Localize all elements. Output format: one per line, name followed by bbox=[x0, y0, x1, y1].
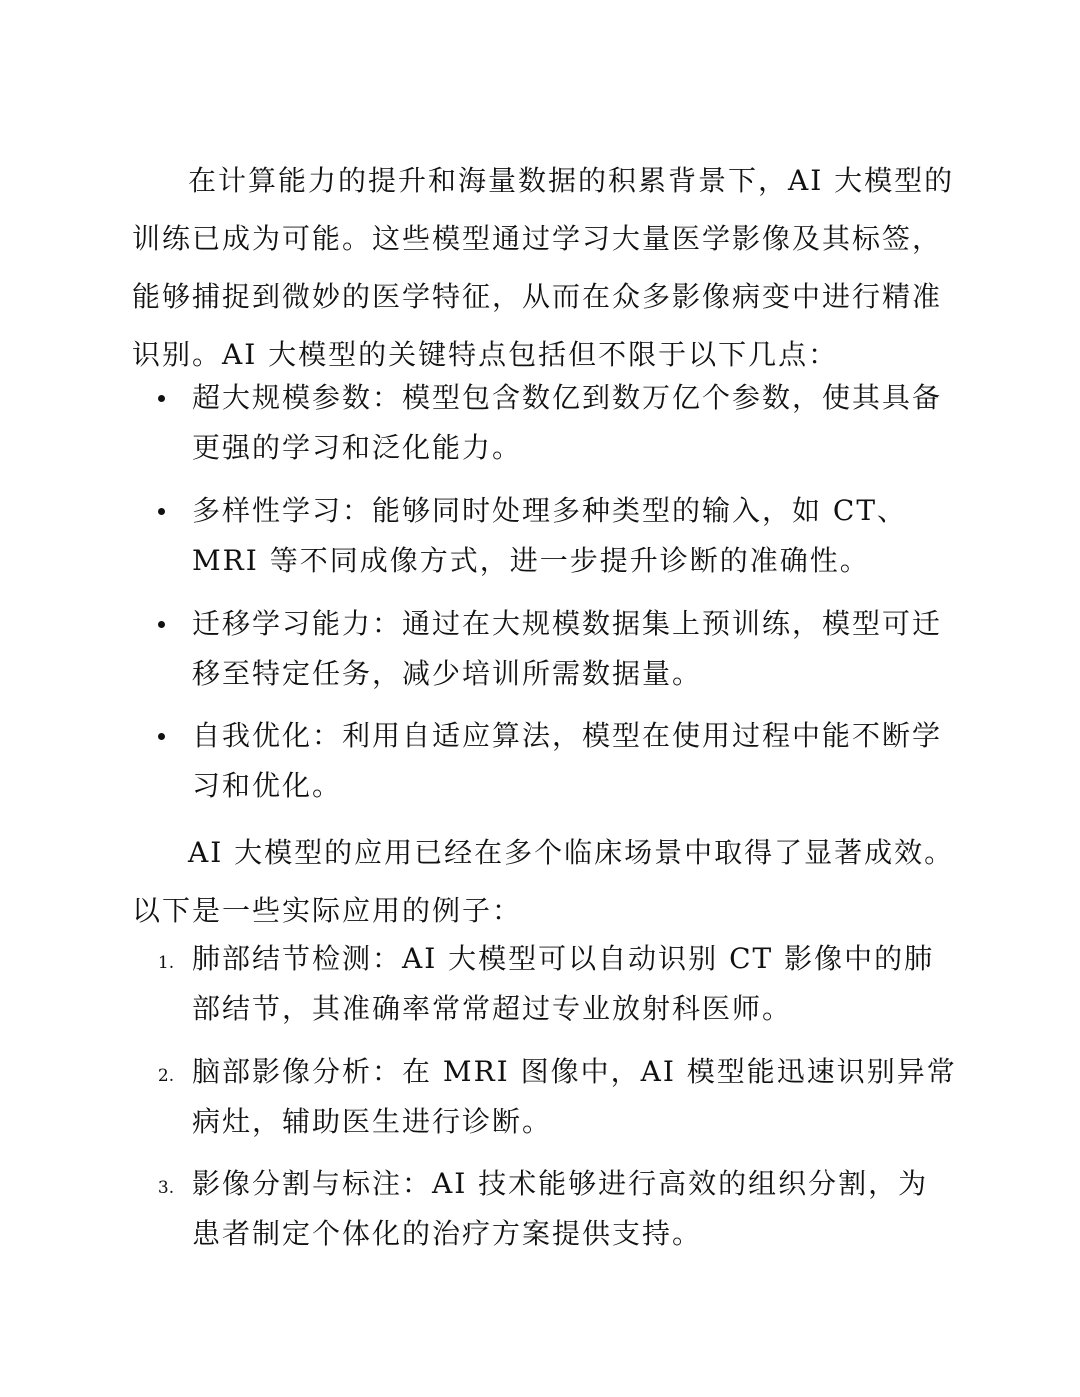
numbered-item-text: 影像分割与标注：AI 技术能够进行高效的组织分割，为患者制定个体化的治疗方案提供支持。 bbox=[192, 1167, 929, 1250]
numbered-item-text: 脑部影像分析：在 MRI 图像中，AI 模型能迅速识别异常病灶，辅助医生进行诊断。 bbox=[192, 1055, 957, 1138]
bullet-icon bbox=[158, 508, 165, 515]
list-number: 1. bbox=[157, 953, 175, 973]
bullet-item-text: 超大规模参数：模型包含数亿到数万亿个参数，使其具备更强的学习和泛化能力。 bbox=[192, 381, 943, 464]
numbered-item-text: 肺部结节检测：AI 大模型可以自动识别 CT 影像中的肺部结节，其准确率常常超过专业放射科医师。 bbox=[192, 942, 935, 1025]
bullet-item-text: 自我优化：利用自适应算法，模型在使用过程中能不断学习和优化。 bbox=[192, 719, 943, 802]
bullet-icon bbox=[158, 733, 165, 740]
bullet-item-text: 迁移学习能力：通过在大规模数据集上预训练，模型可迁移至特定任务，减少培训所需数据量。 bbox=[192, 607, 943, 690]
bullet-icon bbox=[158, 621, 165, 628]
bullet-icon bbox=[158, 395, 165, 402]
list-number: 2. bbox=[157, 1066, 175, 1086]
applications-paragraph: AI 大模型的应用已经在多个临床场景中取得了显著成效。以下是一些实际应用的例子： bbox=[132, 836, 955, 927]
bullet-item-text: 多样性学习：能够同时处理多种类型的输入，如 CT、MRI 等不同成像方式，进一步提升诊断的准确性。 bbox=[192, 494, 908, 577]
list-number: 3. bbox=[157, 1178, 175, 1198]
intro-paragraph: 在计算能力的提升和海量数据的积累背景下，AI 大模型的训练已成为可能。这些模型通过学习大量医学影像及其标签，能够捕捉到微妙的医学特征，从而在众多影像病变中进行精准识别。AI 大模型的关键特点包括但不限于以下几点： bbox=[132, 164, 955, 371]
